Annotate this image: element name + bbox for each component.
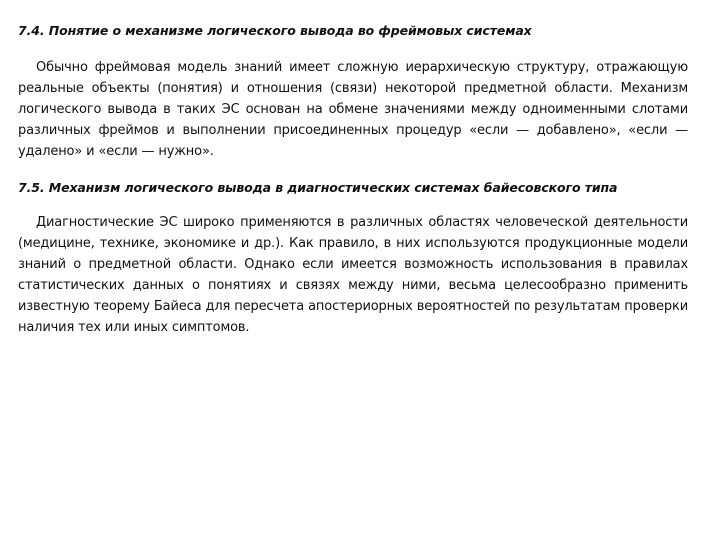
section-heading-7-4: 7.4. Понятие о механизме логического вывода во фреймовых системах [18,23,532,38]
section-paragraph-7-4: Обычно фреймовая модель знаний имеет сложную иерархическую структуру, отражающую реальные объекты (понятия) и отношения (связи) некоторой предметной области. Механизм логического вывода в таких ЭС основан на обмене значениями между одноименными слотами различных фреймов и выполнении присоединенных процедур «если — добавлено», «если — удалено» и «если — нужно». [18,60,688,159]
section-paragraph-7-5: Диагностические ЭС широко применяются в различных областях человеческой деятельности (медицине, технике, экономике и др.). Как правило, в них используются продукционные модели знаний о предметной области. Однако если имеется возможность использования в правилах статистических данных о понятиях и связях между ними, весьма целесообразно применить известную теорему Байеса для пересчета апостериорных вероятностей по результатам проверки наличия тех или иных симптомов. [18,215,688,335]
section-heading-7-5: 7.5. Механизм логического вывода в диагностических системах байесовского типа [18,180,618,195]
